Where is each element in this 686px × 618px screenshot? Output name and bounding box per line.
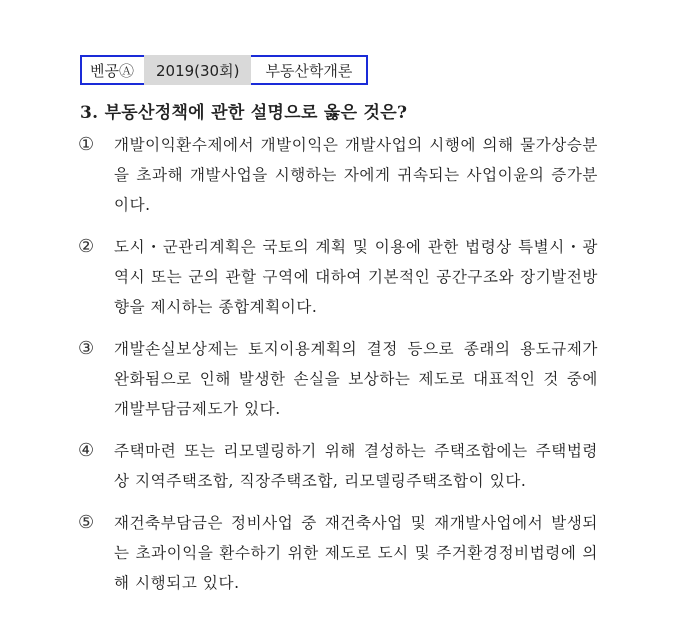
option-number: ④: [78, 440, 95, 461]
option-text: 도시・군관리계획은 국토의 계획 및 이용에 관한 법령상 특별시・광역시 또는 군의 관할 구역에 대하여 기본적인 공간구조와 장기발전방향을 제시하는 종합계획이다.: [114, 238, 598, 316]
option-number: ⑤: [78, 512, 95, 533]
option-3: [78, 334, 598, 424]
option-list: [78, 130, 598, 610]
option-text: 재건축부담금은 정비사업 중 재건축사업 및 재개발사업에서 발생되는 초과이익을 환수하기 위한 제도로 도시 및 주거환경정비법령에 의해 시행되고 있다.: [114, 514, 598, 592]
option-text: 개발손실보상제는 토지이용계획의 결정 등으로 종래의 용도규제가 완화됨으로 인해 발생한 손실을 보상하는 제도로 대표적인 것 중에 개발부담금제도가 있다.: [114, 340, 598, 418]
exam-header: [80, 55, 368, 85]
option-text: 주택마련 또는 리모델링하기 위해 결성하는 주택조합에는 주택법령상 지역주택조합, 직장주택조합, 리모델링주택조합이 있다.: [114, 442, 598, 490]
option-number: ③: [78, 338, 95, 359]
option-number: ①: [78, 134, 95, 155]
question-title: 3. 부동산정책에 관한 설명으로 옳은 것은?: [80, 103, 408, 123]
option-number: ②: [78, 236, 95, 257]
option-2: [78, 232, 598, 322]
option-text: 개발이익환수제에서 개발이익은 개발사업의 시행에 의해 물가상승분을 초과해 개발사업을 시행하는 자에게 귀속되는 사업이윤의 증가분이다.: [114, 136, 598, 214]
exam-tag: 벤공Ⓐ: [80, 55, 144, 85]
exam-subject: 부동산학개론: [251, 55, 368, 85]
option-5: [78, 508, 598, 598]
exam-year: 2019(30회): [144, 55, 251, 85]
option-4: [78, 436, 598, 496]
option-1: [78, 130, 598, 220]
